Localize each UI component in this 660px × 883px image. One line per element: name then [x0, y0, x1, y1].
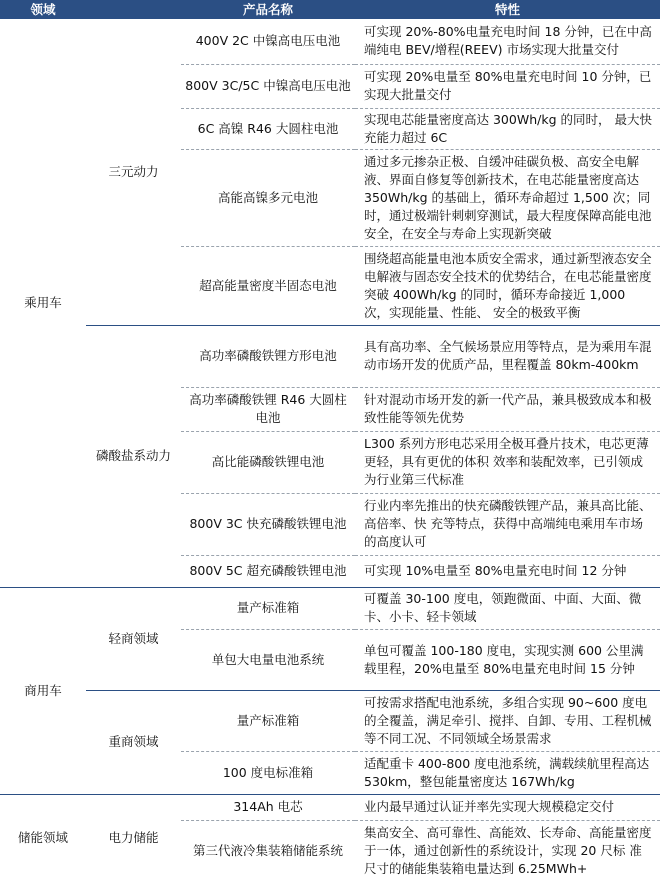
product-cell: 6C 高镍 R46 大圆柱电池 [181, 108, 355, 149]
feature-cell: 业内最早通过认证并率先实现大规模稳定交付 [355, 794, 660, 820]
header-product: 产品名称 [181, 0, 355, 19]
feature-cell: 围绕超高能量电池本质安全需求，通过新型液态安全电解液与固态安全技术的优势结合，在电芯能量密度突破 400Wh/kg 的同时，循环寿命接近 1,000 次，实现能量、性能、 安全的极致平衡 [355, 246, 660, 325]
feature-cell: 单包可覆盖 100-180 度电，实现实测 600 公里满载里程，20%电量至 80%电量充电时间 15 分钟 [355, 629, 660, 690]
product-cell: 800V 3C/5C 中镍高电压电池 [181, 64, 355, 108]
feature-cell: 针对混动市场开发的新一代产品，兼具极致成本和极致性能等领先优势 [355, 387, 660, 431]
table-row [0, 19, 660, 64]
product-cell: 第三代液冷集装箱储能系统 [192, 843, 343, 859]
sub-lfp: 磷酸盐系动力 [86, 325, 181, 587]
table-row [0, 587, 660, 629]
product-cell: 400V 2C 中镍高电压电池 [181, 19, 355, 64]
product-cell: 单包大电量电池系统 [181, 629, 355, 690]
table-row [0, 690, 660, 751]
product-cell: 高功率磷酸铁锂方形电池 [181, 325, 355, 387]
sub-ternary: 三元动力 [86, 19, 181, 325]
product-cell: 800V 3C 快充磷酸铁锂电池 [181, 493, 355, 555]
group-commercial: 商用车 [0, 587, 86, 794]
feature-cell: L300 系列方形电芯采用全极耳叠片技术，电芯更薄更轻，具有更优的体积 效率和装配效率，已引领成为行业第三代标准 [355, 431, 660, 493]
feature-cell: 可实现 20%电量至 80%电量充电时间 10 分钟，已实现大批量交付 [355, 64, 660, 108]
product-cell: 800V 5C 超充磷酸铁锂电池 [181, 555, 355, 587]
product-cell: 高比能磷酸铁锂电池 [181, 431, 355, 493]
feature-cell: 可按需求搭配电池系统，多组合实现 90~600 度电的全覆盖，满足牵引、搅拌、自卸、专用、工程机械等不同工况、不同领域全场景需求 [355, 690, 660, 751]
header-domain: 领域 [0, 0, 86, 19]
header-feature: 特性 [355, 0, 660, 19]
feature-cell: 实现电芯能量密度高达 300Wh/kg 的同时， 最大快充能力超过 6C [355, 108, 660, 149]
product-cell: 314Ah 电芯 [181, 794, 355, 820]
product-cell: 超高能量密度半固态电池 [181, 246, 355, 325]
sub-power: 电力储能 [108, 830, 159, 846]
product-cell: 高能高镍多元电池 [181, 149, 355, 246]
product-cell: 100 度电标准箱 [181, 751, 355, 794]
feature-cell: 可实现 10%电量至 80%电量充电时间 12 分钟 [355, 555, 660, 587]
sub-heavy: 重商领域 [86, 690, 181, 794]
feature-cell: 行业内率先推出的快充磷酸铁锂产品，兼具高比能、高倍率、快 充等特点，获得中高端纯电乘用车市场的高度认可 [355, 493, 660, 555]
table-row [0, 325, 660, 387]
table-header-row [0, 0, 660, 19]
feature-cell: 通过多元掺杂正极、自缓冲硅碳负极、高安全电解液、界面自修复等创新技术，在电芯能量密度高达 350Wh/kg 的基础上，循环寿命超过 1,500 次；同时，通过极端针刺刺穿测试，最大程度保障高能电池安全，在安全与寿命上实现新突破 [355, 149, 660, 246]
product-cell: 量产标准箱 [181, 587, 355, 629]
feature-cell: 具有高功率、全气候场景应用等特点，是为乘用车混动市场开发的优质产品，里程覆盖 80km-400km [355, 325, 660, 387]
product-cell: 量产标准箱 [181, 690, 355, 751]
sub-light: 轻商领域 [86, 587, 181, 690]
feature-cell: 集高安全、高可靠性、高能效、长寿命、高能量密度于一体，通过创新性的系统设计，实现 20 尺标 准尺寸的储能集装箱电量达到 6.25MWh+ [364, 825, 652, 877]
group-storage: 储能领域 [17, 830, 68, 846]
group-passenger: 乘用车 [0, 19, 86, 587]
feature-cell: 适配重卡 400-800 度电池系统，满载续航里程高达 530km，整包能量密度达 167Wh/kg [355, 751, 660, 794]
feature-cell: 可覆盖 30-100 度电，领跑微面、中面、大面、微卡、小卡、轻卡领域 [355, 587, 660, 629]
header-domain-sub [86, 0, 181, 19]
feature-cell: 可实现 20%-80%电量充电时间 18 分钟，已在中高端纯电 BEV/增程(REEV) 市场实现大批量交付 [355, 19, 660, 64]
table-row [0, 794, 660, 820]
product-cell: 高功率磷酸铁锂 R46 大圆柱电池 [181, 387, 355, 431]
